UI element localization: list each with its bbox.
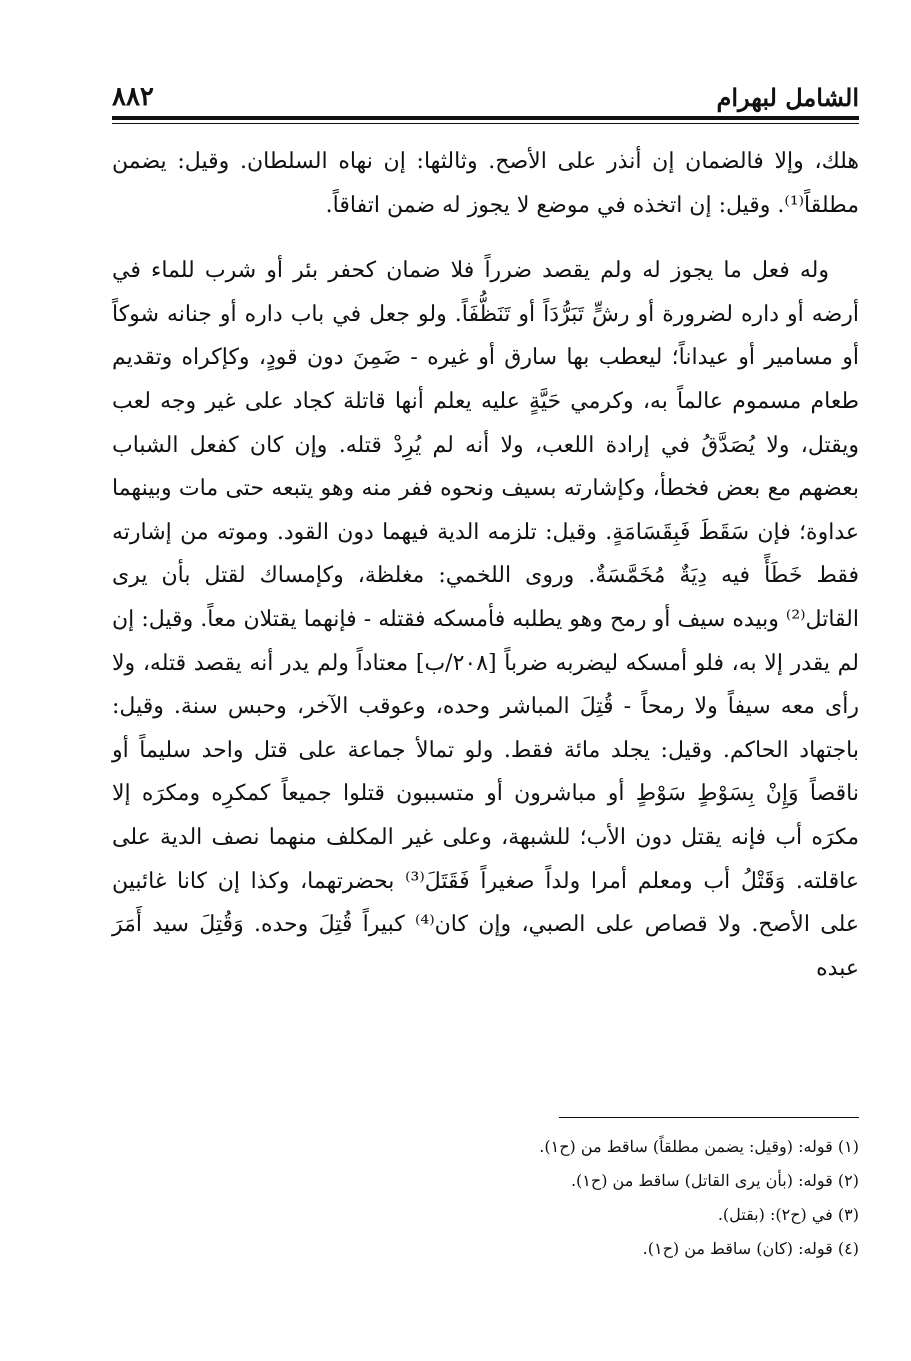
footnote-2: (٢) قوله: (بأن يرى القاتل) ساقط من (ح١).	[570, 1171, 859, 1190]
page-number: ٨٨٢	[112, 82, 154, 112]
footnote-1: (١) قوله: (وقيل: يضمن مطلقاً) ساقط من (ح١).	[539, 1137, 859, 1156]
header-rule-thick	[112, 116, 859, 120]
running-title: الشامل لبهرام	[716, 83, 859, 112]
paragraph-2: وله فعل ما يجوز له ولم يقصد ضرراً فلا ضمان كحفر بئر أو شرب للماء في أرضه أو داره لضرورة أو رشٍّ تَبَرُّدَاً أو تَنَظُّفَاً. ولو جعل في باب داره أو جنانه شوكاً أو مسامير أو عيداناً؛ ليعطب بها سارق أو غيره - ضَمِنَ دون قودٍ، وكإكراه وتقديم طعام مسموم عالماً به، وكرمي حَيَّةٍ عليه يعلم أنها قاتلة كجاد على غير وجه لعب ويقتل، ولا يُصَدَّقُ في إرادة اللعب، ولا أنه لم يُرِدْ قتله. وإن كان كفعل الشباب بعضهم مع بعض فخطأ، وكإشارته بسيف ونحوه ففر منه وهو يتبعه حتى مات وبينهما عداوة؛ فإن سَقَطَ فَبِقَسَامَةٍ. وقيل: تلزمه الدية فيهما دون القود. وموته من إشارته فقط خَطَأً فيه دِيَةٌ مُخَمَّسَةٌ. وروى اللخمي: مغلظة، وكإمساك لقتل بأن يرى القاتل⁽²⁾ وبيده سيف أو رمح وهو يطلبه فأمسكه فقتله - فإنهما يقتلان معاً. وقيل: إن لم يقدر إلا به، فلو أمسكه ليضربه ضرباً [٢٠٨/ب] معتاداً ولم يدر أنه يقصد قتله، ولا رأى معه سيفاً ولا رمحاً - قُتِلَ المباشر وحده، وعوقب الآخر، وحبس سنة. وقيل: باجتهاد الحاكم. وقيل: يجلد مائة فقط. ولو تمالأ جماعة على قتل واحد سليماً أو ناقصاً وَإِنْ بِسَوْطٍ سَوْطٍ أو مباشرون أو متسببون قتلوا جميعاً كمكرِه ومكرَه إلا مكرَه أب فإنه يقتل دون الأب؛ للشبهة، وعلى غير المكلف منهما نصف الدية على عاقلته. وَقَتْلُ أب ومعلم أمرا ولداً صغيراً فَقَتَلَ⁽³⁾ بحضرتهما، وكذا إن كانا غائبين على الأصح. ولا قصاص على الصبي، وإن كان⁽⁴⁾ كبيراً قُتِلَ وحده. وَقُتِلَ سيد أَمَرَ عبده	[112, 258, 860, 981]
paragraph-1: هلك، وإلا فالضمان إن أنذر على الأصح. وثالثها: إن نهاه السلطان. وقيل: يضمن مطلقاً⁽¹⁾. وقيل: إن اتخذه في موضع لا يجوز له ضمن اتفاقاً.	[112, 149, 859, 218]
footnotes	[112, 1130, 859, 1266]
footnote-separator	[559, 1117, 859, 1118]
header-rule-thin	[112, 123, 859, 124]
page-header	[112, 66, 859, 110]
footnote-4: (٤) قوله: (كان) ساقط من (ح١).	[642, 1239, 859, 1258]
main-text	[112, 140, 859, 990]
footnote-3: (٣) في (ح٢): (بقتل).	[717, 1205, 859, 1224]
